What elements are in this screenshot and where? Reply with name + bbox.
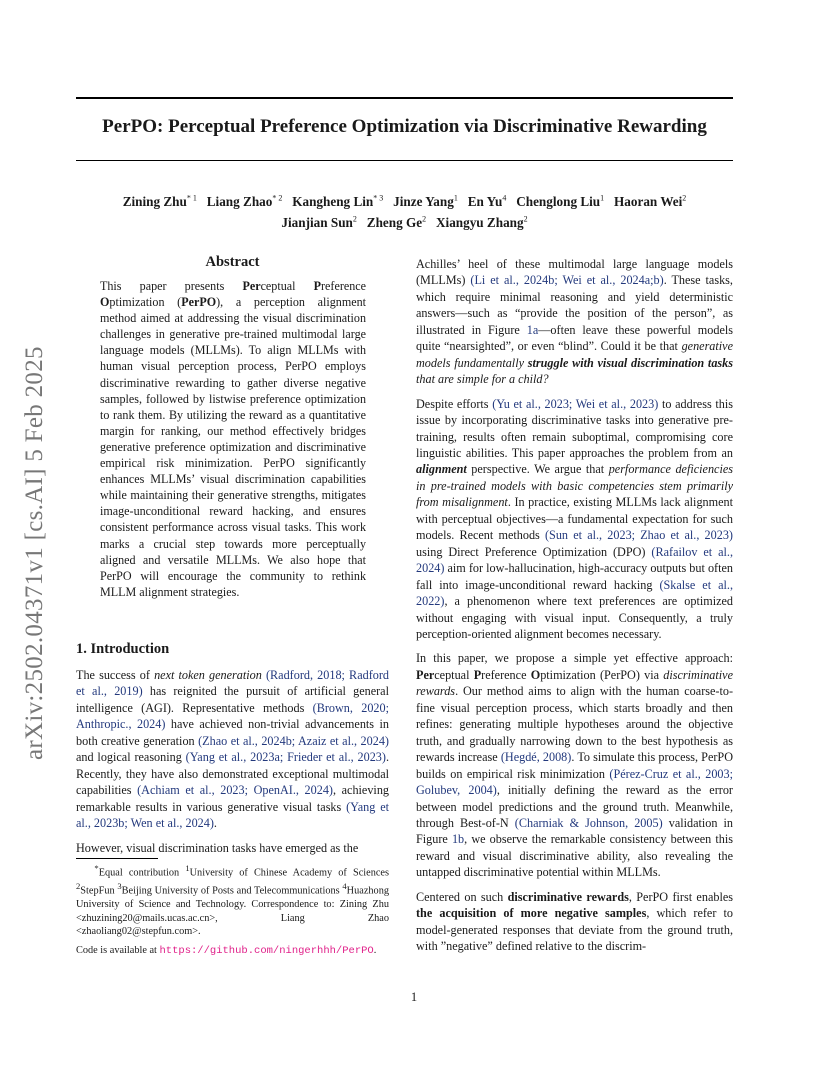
paragraph: In this paper, we propose a simple yet effective approach: Perceptual Preference Optimization (PerPO) via discriminative rewards. Our method aims to align with the human coarse-to-fine visual perception process, which starts broadly and then refines: generating multiple hypotheses around the objective truth, and gradually narrowing down to the best hypothesis as rewards increase (Hegdé, 2008). To simulate this process, PerPO builds on empirical risk minimization (Pérez-Cruz et al., 2003; Golubev, 2004), initially defining the reward as the error between model predictions and the ground truth. Meanwhile, through Best-of-N (Charniak & Johnson, 2005) validation in Figure 1b, we observe the remarkable consistency between this reward and visual discriminative ability, also revealing the untapped discriminative potential within MLLMs. xyxy=(416,651,734,880)
paragraph: Despite efforts (Yu et al., 2023; Wei et al., 2023) to address this issue by incorporating discriminative tasks into generative pre-training, results often remain suboptimal, compromising core linguistic abilities. This paper approaches the problem from an alignment perspective. We argue that performance deficiencies in pre-trained models with basic competencies stem primarily from misalignment. In practice, existing MLLMs lack alignment with perceptual objectives—a fundamental expectation for such models. Recent methods (Sun et al., 2023; Zhao et al., 2023) using Direct Preference Optimization (DPO) (Rafailov et al., 2024) aim for low-hallucination, high-accuracy outputs but often fall into image-unconditional reward hacking (Skalse et al., 2022), a phenomenon where text preferences are optimized without engaging with visual input. Consequently, a truly perception-oriented alignment becomes necessary. xyxy=(416,396,733,641)
author: Haoran Wei$^2$ xyxy=(614,194,687,210)
citation-link[interactable]: (Brown, 2020; Anthropic., 2024) xyxy=(76,700,389,732)
code-availability: Code is available at https://github.com/ningerhhh/PerPO. xyxy=(76,945,377,957)
author-list xyxy=(76,190,733,232)
arxiv-identifier: arXiv:2502.04371v1 [cs.AI] 5 Feb 2025 xyxy=(21,346,48,760)
citation-link[interactable]: (Hegdé, 2008) xyxy=(500,750,572,765)
right-column-body xyxy=(416,256,733,955)
title-rule-bottom xyxy=(76,160,733,161)
citation-link[interactable]: (Radford, 2018; Radford et al., 2019) xyxy=(76,668,389,699)
author: Jinze Yang$^1$ xyxy=(393,194,458,210)
author-line-2 xyxy=(76,211,733,232)
footnote: *Equal contribution $^1$University of Chinese Academy of Sciences $^2$StepFun $^3$Beijing University of Posts and Telecommunications $^4$Huazhong University of Science and Technology. Correspondence to: Zining Zhu <zhuzining20@mails.ucas.ac.cn>, Liang Zhao <zhaoliang02@stepfun.com>. xyxy=(76,863,389,938)
title-rule-top xyxy=(76,97,733,99)
paragraph: Achilles’ heel of these multimodal large language models (MLLMs) (Li et al., 2024b; Wei et al., 2024a;b). These tasks, which require minimal reasoning and yield deterministic answers—such as “provide the position of the person”, as illustrated in Figure 1a—often leave these powerful models quite “nearsighted”, or even “blind”. Could it be that generative models fundamentally struggle with visual discrimination tasks that are simple for a child? xyxy=(416,257,733,387)
author: En Yu$^4$ xyxy=(467,194,507,210)
citation-link[interactable]: (Skalse et al., 2022) xyxy=(416,577,733,609)
abstract-heading: Abstract xyxy=(205,254,260,270)
abstract-body: This paper presents Perceptual Preference Optimization (PerPO), a perception alignment method aimed at addressing the visual discrimination challenges in generative pre-trained multimodal large language models (MLLMs). To align MLLMs with human visual perception process, PerPO employs discriminative rewarding to gather diverse negative samples, followed by listwise preference optimization to rank them. By utilizing the reward as a quantitative margin for ranking, our method effectively bridges generative preference optimization and discriminative empirical risk minimization. PerPO significantly enhances MLLMs’ visual discrimination capabilities while maintaining their generative strengths, mitigates image-unconditional reward hacking, and ensures consistent performance across visual tasks. This work marks a crucial step towards more perceptually aligned and versatile MLLMs. We also hope that PerPO will encourage the community to rethink MLLM alignment strategies. xyxy=(100,279,366,599)
author-line-1 xyxy=(76,190,733,211)
citation-link[interactable]: (Pérez-Cruz et al., 2003; Golubev, 2004) xyxy=(416,766,733,798)
author: Liang Zhao$^{* 2}$ xyxy=(206,194,283,210)
figure-ref-link[interactable]: 1b xyxy=(451,832,465,847)
citation-link[interactable]: (Sun et al., 2023; Zhao et al., 2023) xyxy=(544,528,733,543)
introduction-body xyxy=(76,667,389,856)
citation-link[interactable]: (Yu et al., 2023; Wei et al., 2023) xyxy=(492,396,659,411)
paragraph: The success of next token generation (Radford, 2018; Radford et al., 2019) has reignited the pursuit of artificial general intelligence (AGI). Representative methods (Brown, 2020; Anthropic., 2024) have achieved non-trivial advancements in both creative generation (Zhao et al., 2024b; Azaiz et al., 2024) and logical reasoning (Yang et al., 2023a; Frieder et al., 2023). Recently, they have also demonstrated exceptional multimodal capabilities (Achiam et al., 2023; OpenAI., 2024), achieving remarkable results in various generative visual tasks (Yang et al., 2023b; Wen et al., 2024). xyxy=(76,668,390,831)
footnote-rule xyxy=(76,858,158,859)
citation-link[interactable]: (Li et al., 2024b; Wei et al., 2024a;b) xyxy=(470,273,664,288)
citation-link[interactable]: (Yang et al., 2023a; Frieder et al., 2023) xyxy=(185,750,386,765)
paragraph: Centered on such discriminative rewards, PerPO first enables the acquisition of more negative samples, which refer to model-generated responses that deviate from the ground truth, with ”negative” defined relative to the discrim- xyxy=(416,889,733,954)
author: Chenglong Liu$^1$ xyxy=(516,194,605,210)
author: Xiangyu Zhang$^2$ xyxy=(436,214,528,231)
section-heading-introduction: 1. Introduction xyxy=(76,641,170,657)
page-number: 1 xyxy=(410,990,418,1004)
citation-link[interactable]: (Achiam et al., 2023; OpenAI., 2024) xyxy=(137,783,333,798)
author: Jianjian Sun$^2$ xyxy=(281,214,357,231)
citation-link[interactable]: (Rafailov et al., 2024) xyxy=(416,544,733,576)
author: Zheng Ge$^2$ xyxy=(366,214,427,231)
figure-ref-link[interactable]: 1a xyxy=(526,322,539,337)
citation-link[interactable]: (Yang et al., 2023b; Wen et al., 2024) xyxy=(76,799,389,831)
citation-link[interactable]: (Charniak & Johnson, 2005) xyxy=(514,815,663,830)
code-repo-link[interactable]: https://github.com/ningerhhh/PerPO xyxy=(159,945,374,957)
paragraph: However, visual discrimination tasks have emerged as the xyxy=(76,840,359,855)
citation-link[interactable]: (Zhao et al., 2024b; Azaiz et al., 2024) xyxy=(198,733,389,748)
paper-title: PerPO: Perceptual Preference Optimization via Discriminative Rewarding xyxy=(102,116,707,137)
author: Zining Zhu$^{* 1}$ xyxy=(122,194,197,210)
author: Kangheng Lin$^{* 3}$ xyxy=(292,194,384,210)
